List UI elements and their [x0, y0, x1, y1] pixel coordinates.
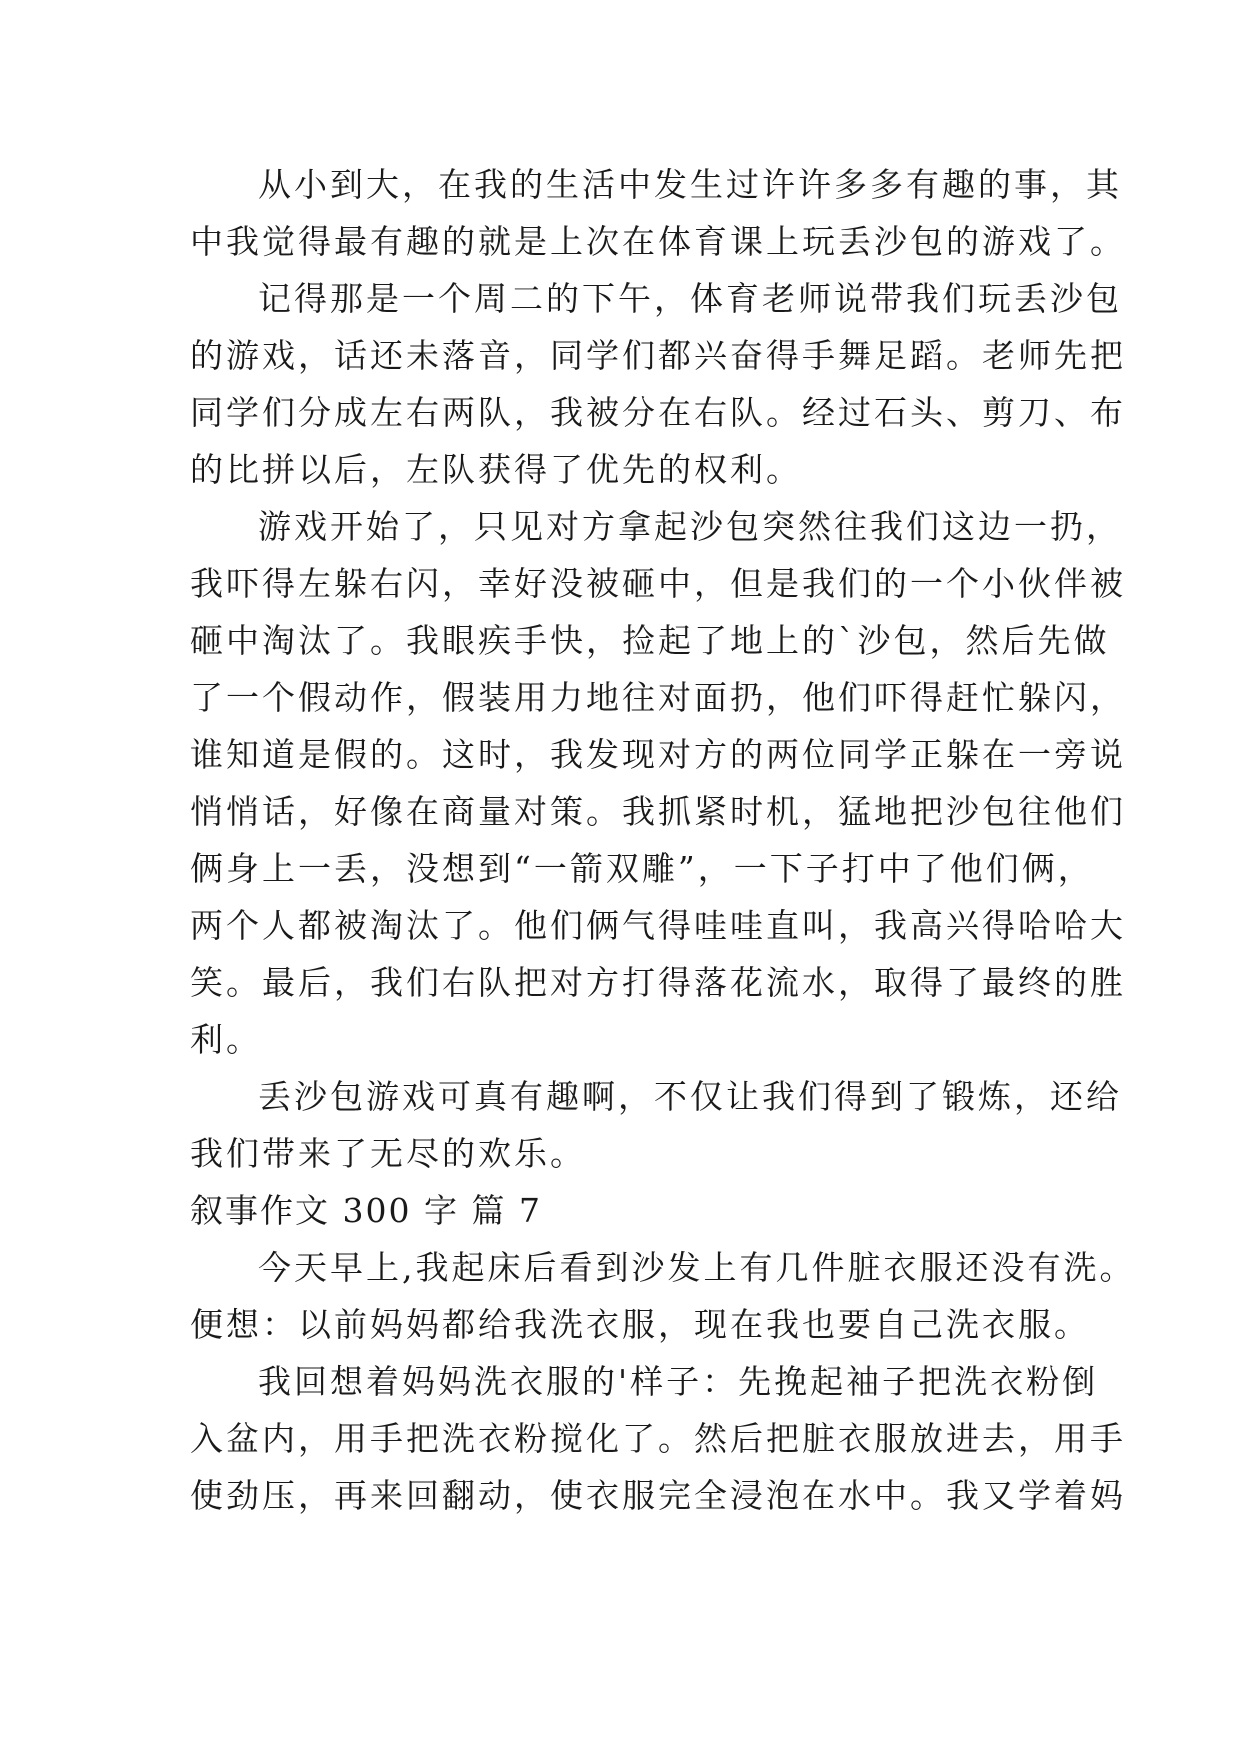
section-heading: 叙事作文 300 字 篇 7	[190, 1191, 542, 1230]
paragraph-5-line-1: 今天早上,我起床后看到沙发上有几件脏衣服还没有洗。	[258, 1248, 1136, 1287]
paragraph-6-line-1: 我回想着妈妈洗衣服的'样子：先挽起袖子把洗衣粉倒	[258, 1362, 1099, 1401]
paragraph-3-line-5: 谁知道是假的。这时，我发现对方的两位同学正躲在一旁说	[190, 735, 1126, 774]
paragraph-2-line-1: 记得那是一个周二的下午，体育老师说带我们玩丢沙包	[258, 279, 1122, 318]
paragraph-1-line-2: 中我觉得最有趣的就是上次在体育课上玩丢沙包的游戏了。	[190, 222, 1126, 261]
paragraph-3-line-9: 笑。最后，我们右队把对方打得落花流水，取得了最终的胜	[190, 963, 1126, 1002]
paragraph-2-line-4: 的比拼以后，左队获得了优先的权利。	[190, 450, 802, 489]
paragraph-3-line-2: 我吓得左躲右闪，幸好没被砸中，但是我们的一个小伙伴被	[190, 564, 1126, 603]
paragraph-3-line-8: 两个人都被淘汰了。他们俩气得哇哇直叫，我高兴得哈哈大	[190, 906, 1126, 945]
paragraph-3-line-7: 俩身上一丢，没想到“一箭双雕”，一下子打中了他们俩，	[190, 849, 1094, 888]
paragraph-4-line-1: 丢沙包游戏可真有趣啊，不仅让我们得到了锻炼，还给	[258, 1077, 1122, 1116]
paragraph-5-line-2: 便想：以前妈妈都给我洗衣服，现在我也要自己洗衣服。	[190, 1305, 1090, 1344]
paragraph-6-line-2: 入盆内，用手把洗衣粉搅化了。然后把脏衣服放进去，用手	[190, 1419, 1126, 1458]
paragraph-6-line-3: 使劲压，再来回翻动，使衣服完全浸泡在水中。我又学着妈	[190, 1476, 1126, 1515]
paragraph-3-line-6: 悄悄话，好像在商量对策。我抓紧时机，猛地把沙包往他们	[190, 792, 1126, 831]
paragraph-3-line-4: 了一个假动作，假装用力地往对面扔，他们吓得赶忙躲闪，	[190, 678, 1126, 717]
paragraph-2-line-2: 的游戏，话还未落音，同学们都兴奋得手舞足蹈。老师先把	[190, 336, 1126, 375]
paragraph-3-line-10: 利。	[190, 1020, 262, 1059]
paragraph-4-line-2: 我们带来了无尽的欢乐。	[190, 1134, 586, 1173]
paragraph-3-line-1: 游戏开始了，只见对方拿起沙包突然往我们这边一扔，	[258, 507, 1122, 546]
paragraph-3-line-3: 砸中淘汰了。我眼疾手快，捡起了地上的`沙包，然后先做	[190, 621, 1110, 660]
paragraph-2-line-3: 同学们分成左右两队，我被分在右队。经过石头、剪刀、布	[190, 393, 1126, 432]
paragraph-1-line-1: 从小到大，在我的生活中发生过许许多多有趣的事，其	[258, 165, 1122, 204]
